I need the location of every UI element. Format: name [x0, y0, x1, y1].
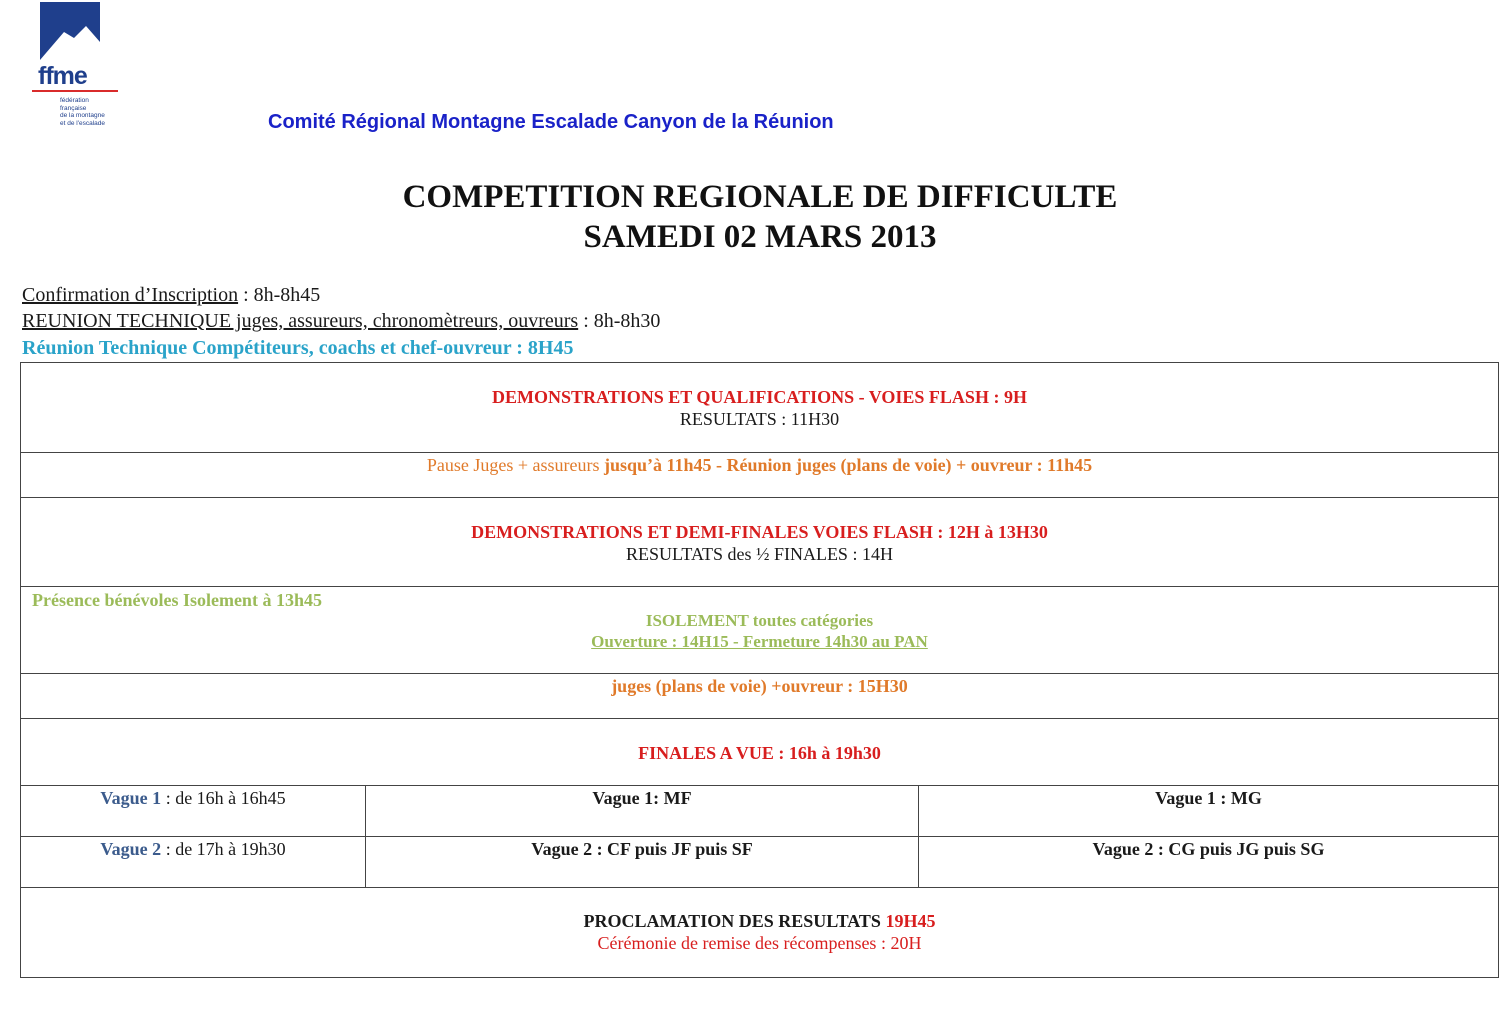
finales-title: FINALES A VUE : 16h à 19h30	[638, 743, 881, 763]
wave-2-women: Vague 2 : CF puis JF puis SF	[366, 837, 919, 887]
semi-finals-row	[21, 498, 1498, 587]
wave-row-2	[21, 837, 1498, 888]
pause-part2: jusqu’à 11h45 - Réunion juges (plans de voie) + ouvreur : 11h45	[603, 455, 1093, 475]
proclamation-row	[21, 888, 1498, 977]
wave-1-men: Vague 1 : MG	[1155, 788, 1262, 808]
reunion-competiteurs-line: Réunion Technique Compétiteurs, coachs et chef-ouvreur : 8H45	[22, 337, 574, 359]
juges-text: juges (plans de voie) +ouvreur : 15H30	[611, 676, 908, 696]
qualifications-row	[21, 363, 1498, 453]
isolement-row	[21, 587, 1498, 674]
page-title: COMPETITION REGIONALE DE DIFFICULTE	[402, 179, 1118, 215]
logo-subtitle: fédération française de la montagne et de l'escalade	[60, 97, 105, 127]
finales-row	[21, 719, 1498, 786]
schedule-table	[20, 362, 1499, 978]
wave-2-men: Vague 2 : CG puis JG puis SG	[1092, 839, 1325, 859]
qualifications-title: DEMONSTRATIONS ET QUALIFICATIONS - VOIES FLASH : 9H	[492, 387, 1027, 407]
wave-1-women: Vague 1: MF	[366, 786, 919, 836]
mountain-logo-icon	[40, 2, 100, 60]
confirmation-line	[22, 284, 320, 307]
proclamation-label: PROCLAMATION DES RESULTATS	[583, 911, 886, 931]
pause-row	[21, 453, 1498, 498]
logo-name: ffme	[38, 62, 87, 90]
wave-1-time: : de 16h à 16h45	[161, 788, 286, 808]
ffme-logo	[30, 2, 122, 132]
benevoles-text: Présence bénévoles Isolement à 13h45	[32, 590, 322, 610]
reunion-label: REUNION TECHNIQUE juges, assureurs, chronomètreurs, ouvreurs	[22, 310, 579, 332]
confirmation-time: : 8h-8h45	[238, 284, 321, 306]
isolement-title: ISOLEMENT toutes catégories	[645, 611, 874, 630]
confirmation-label: Confirmation d’Inscription	[22, 284, 239, 306]
wave-1-label: Vague 1	[100, 788, 162, 808]
isolement-hours: Ouverture : 14H15 - Fermeture 14h30 au PAN	[591, 632, 928, 651]
proclamation-time: 19H45	[885, 911, 936, 931]
wave-2-label: Vague 2	[100, 839, 162, 859]
qualifications-results: RESULTATS : 11H30	[679, 409, 840, 429]
wave-2-time: : de 17h à 19h30	[161, 839, 286, 859]
ceremonie-text: Cérémonie de remise des récompenses : 20H	[597, 933, 922, 953]
logo-divider	[32, 90, 118, 92]
proclamation-line	[21, 911, 1498, 932]
reunion-time: : 8h-8h30	[578, 310, 661, 332]
committee-heading: Comité Régional Montagne Escalade Canyon de la Réunion	[268, 111, 834, 133]
page-date: SAMEDI 02 MARS 2013	[583, 219, 937, 255]
wave-1-time-cell	[21, 786, 366, 836]
wave-row-1	[21, 786, 1498, 837]
reunion-technique-line	[22, 310, 660, 333]
semi-finals-results: RESULTATS des ½ FINALES : 14H	[626, 544, 893, 564]
semi-finals-title: DEMONSTRATIONS ET DEMI-FINALES VOIES FLASH : 12H à 13H30	[471, 522, 1048, 542]
pause-text	[21, 455, 1498, 476]
juges-row	[21, 674, 1498, 719]
pause-part1: Pause Juges + assureurs	[426, 455, 604, 475]
wave-2-time-cell	[21, 837, 366, 887]
